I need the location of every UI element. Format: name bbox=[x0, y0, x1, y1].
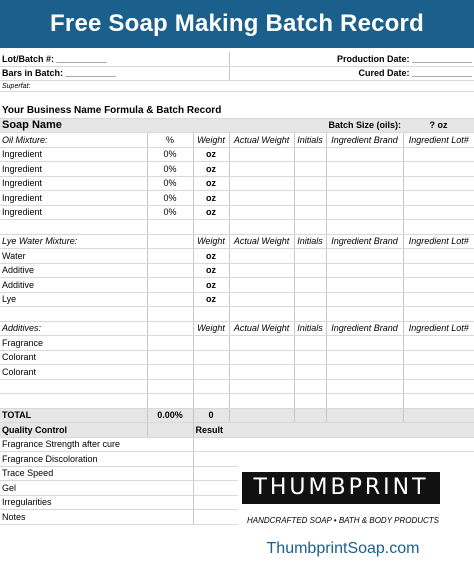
quality-control-heading: Quality Control bbox=[0, 423, 147, 438]
additive-actual-weight[interactable] bbox=[229, 350, 294, 365]
additive-weight[interactable] bbox=[193, 365, 229, 380]
additive-name[interactable]: Colorant bbox=[0, 350, 147, 365]
oil-row bbox=[0, 205, 474, 220]
additive-name[interactable]: Colorant bbox=[0, 365, 147, 380]
lye-lot[interactable] bbox=[403, 292, 474, 307]
cured-date-field[interactable]: Cured Date: ____________ bbox=[229, 66, 474, 81]
col-initials: Initials bbox=[294, 133, 326, 148]
additive-row bbox=[0, 365, 474, 380]
qc-item: Gel bbox=[0, 481, 193, 496]
page-title: Free Soap Making Batch Record Template bbox=[0, 0, 474, 48]
oil-row bbox=[0, 191, 474, 206]
qc-row bbox=[0, 452, 474, 467]
col-percent: % bbox=[147, 133, 193, 148]
lye-brand[interactable] bbox=[326, 278, 403, 293]
col-ingredient-lot: Ingredient Lot# bbox=[403, 234, 474, 249]
lye-weight[interactable]: oz bbox=[193, 292, 229, 307]
qc-item: Trace Speed bbox=[0, 466, 193, 481]
logo-tagline: HANDCRAFTED SOAP • BATH & BODY PRODUCTS bbox=[246, 516, 439, 525]
soap-name-label: Soap Name bbox=[0, 118, 229, 133]
result-heading: Result bbox=[193, 423, 474, 438]
oil-actual-weight[interactable] bbox=[229, 162, 294, 177]
lye-lot[interactable] bbox=[403, 249, 474, 264]
oil-lot[interactable] bbox=[403, 162, 474, 177]
oil-initials[interactable] bbox=[294, 176, 326, 191]
oil-initials[interactable] bbox=[294, 205, 326, 220]
col-actual-weight: Actual Weight bbox=[229, 321, 294, 336]
qc-item: Fragrance Strength after cure bbox=[0, 437, 193, 452]
lye-weight[interactable]: oz bbox=[193, 278, 229, 293]
oil-ingredient-name[interactable]: Ingredient bbox=[0, 162, 147, 177]
qc-item: Fragrance Discoloration bbox=[0, 452, 193, 467]
additive-weight[interactable] bbox=[193, 336, 229, 351]
lye-lot[interactable] bbox=[403, 278, 474, 293]
qc-item: Irregularities bbox=[0, 495, 193, 510]
col-initials: Initials bbox=[294, 321, 326, 336]
qc-row bbox=[0, 437, 474, 452]
oil-initials[interactable] bbox=[294, 191, 326, 206]
soap-name-cell[interactable] bbox=[229, 118, 326, 133]
bars-in-batch-field[interactable]: Bars in Batch: __________ bbox=[0, 66, 229, 81]
lye-initials[interactable] bbox=[294, 249, 326, 264]
qc-result[interactable] bbox=[193, 437, 474, 452]
col-ingredient-brand: Ingredient Brand bbox=[326, 133, 403, 148]
lye-actual-weight[interactable] bbox=[229, 278, 294, 293]
lye-row bbox=[0, 278, 474, 293]
oil-percent[interactable]: 0% bbox=[147, 176, 193, 191]
lye-actual-weight[interactable] bbox=[229, 263, 294, 278]
additive-actual-weight[interactable] bbox=[229, 336, 294, 351]
col-ingredient-lot: Ingredient Lot# bbox=[403, 133, 474, 148]
oil-initials[interactable] bbox=[294, 162, 326, 177]
oil-actual-weight[interactable] bbox=[229, 176, 294, 191]
oil-mixture-heading: Oil Mixture: bbox=[0, 133, 147, 148]
oil-ingredient-name[interactable]: Ingredient bbox=[0, 176, 147, 191]
lye-actual-weight[interactable] bbox=[229, 249, 294, 264]
col-weight: Weight bbox=[193, 321, 229, 336]
additives-heading: Additives: bbox=[0, 321, 147, 336]
lye-ingredient-name[interactable]: Water bbox=[0, 249, 147, 264]
additive-weight[interactable] bbox=[193, 350, 229, 365]
lye-ingredient-name[interactable]: Lye bbox=[0, 292, 147, 307]
lye-initials[interactable] bbox=[294, 278, 326, 293]
oil-brand[interactable] bbox=[326, 162, 403, 177]
oil-row bbox=[0, 162, 474, 177]
additive-initials[interactable] bbox=[294, 336, 326, 351]
additive-brand[interactable] bbox=[326, 365, 403, 380]
lye-ingredient-name[interactable]: Additive bbox=[0, 263, 147, 278]
batch-size-label: Batch Size (oils): bbox=[326, 118, 403, 133]
additive-lot[interactable] bbox=[403, 336, 474, 351]
total-label: TOTAL bbox=[0, 408, 147, 423]
total-weight: 0 bbox=[193, 408, 229, 423]
col-ingredient-brand: Ingredient Brand bbox=[326, 234, 403, 249]
qc-result[interactable] bbox=[193, 452, 474, 467]
col-initials: Initials bbox=[294, 234, 326, 249]
additive-initials[interactable] bbox=[294, 350, 326, 365]
col-weight: Weight bbox=[193, 133, 229, 148]
additive-lot[interactable] bbox=[403, 350, 474, 365]
lye-row bbox=[0, 263, 474, 278]
col-actual-weight: Actual Weight bbox=[229, 133, 294, 148]
oil-lot[interactable] bbox=[403, 147, 474, 162]
col-actual-weight: Actual Weight bbox=[229, 234, 294, 249]
lye-ingredient-name[interactable]: Additive bbox=[0, 278, 147, 293]
additive-row bbox=[0, 350, 474, 365]
col-ingredient-lot: Ingredient Lot# bbox=[403, 321, 474, 336]
batch-record-table bbox=[0, 52, 474, 525]
oil-actual-weight[interactable] bbox=[229, 191, 294, 206]
oil-weight[interactable]: oz bbox=[193, 162, 229, 177]
lye-weight[interactable]: oz bbox=[193, 249, 229, 264]
business-name-heading: Your Business Name Formula & Batch Record bbox=[0, 104, 474, 118]
oil-lot[interactable] bbox=[403, 205, 474, 220]
oil-weight[interactable]: oz bbox=[193, 147, 229, 162]
oil-row bbox=[0, 176, 474, 191]
oil-percent[interactable]: 0% bbox=[147, 162, 193, 177]
logo-website-link[interactable]: ThumbprintSoap.com bbox=[266, 540, 420, 557]
oil-lot[interactable] bbox=[403, 176, 474, 191]
oil-actual-weight[interactable] bbox=[229, 147, 294, 162]
oil-ingredient-name[interactable]: Ingredient bbox=[0, 191, 147, 206]
oil-percent[interactable]: 0% bbox=[147, 205, 193, 220]
lye-row bbox=[0, 292, 474, 307]
oil-percent[interactable]: 0% bbox=[147, 147, 193, 162]
additive-row bbox=[0, 336, 474, 351]
lye-brand[interactable] bbox=[326, 292, 403, 307]
oil-actual-weight[interactable] bbox=[229, 205, 294, 220]
logo-wordmark: THUMBPRINT bbox=[242, 472, 440, 504]
lye-mixture-heading: Lye Water Mixture: bbox=[0, 234, 147, 249]
oil-row bbox=[0, 147, 474, 162]
oil-brand[interactable] bbox=[326, 147, 403, 162]
oil-brand[interactable] bbox=[326, 191, 403, 206]
batch-size-value[interactable]: ? oz bbox=[403, 118, 474, 133]
thumbprint-logo bbox=[238, 466, 474, 573]
total-percent: 0.00% bbox=[147, 408, 193, 423]
lye-brand[interactable] bbox=[326, 263, 403, 278]
col-weight: Weight bbox=[193, 234, 229, 249]
oil-weight[interactable]: oz bbox=[193, 205, 229, 220]
additive-name[interactable]: Fragrance bbox=[0, 336, 147, 351]
lye-initials[interactable] bbox=[294, 292, 326, 307]
oil-weight[interactable]: oz bbox=[193, 191, 229, 206]
oil-weight[interactable]: oz bbox=[193, 176, 229, 191]
oil-brand[interactable] bbox=[326, 176, 403, 191]
lye-actual-weight[interactable] bbox=[229, 292, 294, 307]
additive-actual-weight[interactable] bbox=[229, 365, 294, 380]
lot-batch-field[interactable]: Lot/Batch #: __________ bbox=[0, 52, 229, 66]
lye-brand[interactable] bbox=[326, 249, 403, 264]
additive-brand[interactable] bbox=[326, 350, 403, 365]
oil-ingredient-name[interactable]: Ingredient bbox=[0, 147, 147, 162]
additive-lot[interactable] bbox=[403, 365, 474, 380]
lye-lot[interactable] bbox=[403, 263, 474, 278]
oil-initials[interactable] bbox=[294, 147, 326, 162]
batch-record-sheet bbox=[0, 52, 474, 525]
additive-initials[interactable] bbox=[294, 365, 326, 380]
spacer-row bbox=[0, 92, 474, 105]
additive-brand[interactable] bbox=[326, 336, 403, 351]
lye-initials[interactable] bbox=[294, 263, 326, 278]
superfat-field[interactable]: Superfat: bbox=[0, 81, 474, 92]
lye-row bbox=[0, 249, 474, 264]
lye-weight[interactable]: oz bbox=[193, 263, 229, 278]
oil-ingredient-name[interactable]: Ingredient bbox=[0, 205, 147, 220]
col-ingredient-brand: Ingredient Brand bbox=[326, 321, 403, 336]
production-date-field[interactable]: Production Date: ____________ bbox=[229, 52, 474, 66]
oil-percent[interactable]: 0% bbox=[147, 191, 193, 206]
oil-lot[interactable] bbox=[403, 191, 474, 206]
oil-brand[interactable] bbox=[326, 205, 403, 220]
qc-item: Notes bbox=[0, 510, 193, 525]
